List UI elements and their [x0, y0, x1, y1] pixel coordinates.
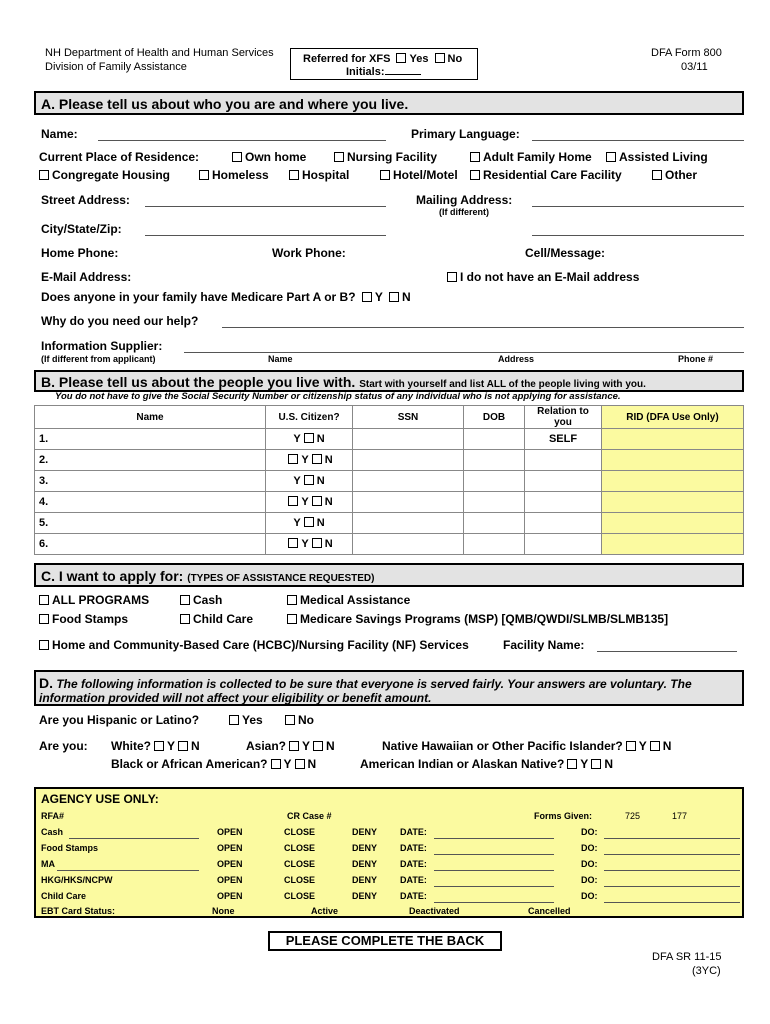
info-supplier-field[interactable]	[184, 352, 744, 353]
child-care-label: Child Care	[193, 612, 254, 626]
asian-n: N	[326, 739, 335, 753]
nhpi-y: Y	[638, 739, 647, 753]
cash-open[interactable]: OPEN	[217, 827, 243, 837]
citizen-checkbox[interactable]	[288, 538, 298, 548]
citizen-y-label: Y	[293, 517, 301, 529]
row-relation-cell[interactable]	[525, 471, 602, 492]
citizen-y-label: Y	[301, 496, 309, 508]
hcbc-checkbox[interactable]	[39, 640, 49, 650]
row-rid-cell	[602, 471, 744, 492]
form-date: 03/11	[681, 61, 708, 73]
complete-back-notice: PLEASE COMPLETE THE BACK	[268, 931, 502, 951]
row-dob-cell[interactable]	[464, 513, 525, 534]
citizen-n-label: N	[316, 475, 325, 487]
street-address-label: Street Address:	[41, 193, 130, 207]
rfa-label: RFA#	[41, 811, 65, 821]
residence-hotel[interactable]	[377, 168, 458, 182]
row-ssn-cell[interactable]	[353, 429, 464, 450]
other-label: Other	[665, 168, 698, 182]
section-a-header	[34, 91, 744, 115]
nhpi-label: Native Hawaiian or Other Pacific Islander?	[382, 739, 623, 753]
ma-close[interactable]: CLOSE	[284, 859, 316, 869]
hispanic-yes-option[interactable]	[226, 713, 263, 727]
homeless-checkbox[interactable]	[199, 170, 209, 180]
row-name-cell[interactable]: 4.	[35, 492, 266, 513]
residential-care-label: Residential Care Facility	[483, 168, 622, 182]
ma-do-field[interactable]	[604, 870, 740, 871]
footer-code: DFA SR 11-15	[652, 951, 722, 963]
cc-do-field[interactable]	[604, 902, 740, 903]
no-email-option[interactable]	[444, 270, 639, 284]
aian-yes-checkbox[interactable]	[567, 759, 577, 769]
nursing-facility-label: Nursing Facility	[347, 150, 438, 164]
citizen-checkbox[interactable]	[312, 496, 322, 506]
col-dob: DOB	[464, 406, 525, 429]
hispanic-no-checkbox[interactable]	[285, 715, 295, 725]
row-name-cell[interactable]: 2.	[35, 450, 266, 471]
medicare-question	[41, 290, 411, 304]
agency-ma-field[interactable]	[57, 870, 199, 871]
cc-date-field[interactable]	[434, 902, 554, 903]
section-d-header	[34, 670, 744, 706]
residence-assisted[interactable]	[603, 150, 708, 164]
food-stamps-option[interactable]	[36, 612, 128, 626]
table-row	[35, 492, 744, 513]
city-state-zip-field[interactable]	[145, 235, 386, 236]
fs-open[interactable]: OPEN	[217, 843, 243, 853]
city-state-zip-label: City/State/Zip:	[41, 222, 122, 236]
hkg-deny[interactable]: DENY	[352, 875, 378, 885]
form-725: 725	[625, 811, 641, 821]
hkg-close[interactable]: CLOSE	[284, 875, 316, 885]
agency-name-line1: NH Department of Health and Human Services	[45, 47, 274, 59]
col-ssn: SSN	[353, 406, 464, 429]
row-relation-cell[interactable]	[525, 450, 602, 471]
row-name-cell[interactable]: 6.	[35, 534, 266, 555]
no-email-checkbox[interactable]	[447, 272, 457, 282]
black-question	[111, 757, 316, 771]
hcbc-label: Home and Community-Based Care (HCBC)/Nursing Facility (NF) Services	[52, 638, 469, 652]
cash-checkbox[interactable]	[180, 595, 190, 605]
medical-checkbox[interactable]	[287, 595, 297, 605]
assisted-living-label: Assisted Living	[619, 150, 708, 164]
medicare-yes-checkbox[interactable]	[362, 292, 372, 302]
citizen-n-label: N	[324, 454, 333, 466]
residence-rcf[interactable]	[467, 168, 622, 182]
email-label: E-Mail Address:	[41, 270, 132, 284]
hotel-motel-checkbox[interactable]	[380, 170, 390, 180]
cc-date-label: DATE:	[400, 891, 427, 901]
cash-do-field[interactable]	[604, 838, 740, 839]
asian-question	[246, 739, 335, 753]
cc-deny[interactable]: DENY	[352, 891, 378, 901]
cash-do-label: DO:	[581, 827, 598, 837]
supplier-phone-caption: Phone #	[678, 354, 714, 364]
referred-yes-label: Yes	[409, 53, 429, 65]
hispanic-yes-label: Yes	[242, 713, 263, 727]
section-c-title-small: (TYPES OF ASSISTANCE REQUESTED)	[187, 573, 375, 584]
nhpi-yes-checkbox[interactable]	[626, 741, 636, 751]
hispanic-no-label: No	[298, 713, 314, 727]
cash-close[interactable]: CLOSE	[284, 827, 316, 837]
section-c-header	[34, 563, 744, 587]
row-citizen-cell[interactable]	[266, 471, 353, 492]
residence-homeless[interactable]	[196, 168, 269, 182]
initials-field[interactable]	[385, 74, 421, 75]
ebt-cancelled[interactable]: Cancelled	[528, 906, 571, 916]
white-n: N	[191, 739, 200, 753]
food-stamps-label: Food Stamps	[52, 612, 129, 626]
section-c-title-main: C. I want to apply for:	[41, 568, 184, 584]
row-dob-cell[interactable]	[464, 429, 525, 450]
name-label: Name:	[41, 127, 78, 141]
table-row	[35, 450, 744, 471]
row-rid-cell	[602, 492, 744, 513]
ma-open[interactable]: OPEN	[217, 859, 243, 869]
hkg-open[interactable]: OPEN	[217, 875, 243, 885]
medical-label: Medical Assistance	[300, 593, 411, 607]
section-b-title-main: B. Please tell us about the people you live with.	[41, 374, 356, 390]
row-relation-cell[interactable]: SELF	[525, 429, 602, 450]
forms-given-label: Forms Given:	[534, 811, 593, 821]
residence-adult-family[interactable]	[467, 150, 592, 164]
citizen-y-label: Y	[301, 454, 309, 466]
hkg-do-label: DO:	[581, 875, 598, 885]
agency-ma-label: MA	[41, 859, 55, 869]
all-programs-label: ALL PROGRAMS	[52, 593, 150, 607]
citizen-checkbox[interactable]	[304, 433, 314, 443]
black-n: N	[307, 757, 317, 771]
ebt-deactivated[interactable]: Deactivated	[409, 906, 460, 916]
homeless-label: Homeless	[212, 168, 269, 182]
aian-label: American Indian or Alaskan Native?	[360, 757, 565, 771]
fs-date-label: DATE:	[400, 843, 427, 853]
are-you-label: Are you:	[39, 739, 88, 753]
food-stamps-checkbox[interactable]	[39, 614, 49, 624]
medicare-yes-label: Y	[374, 290, 383, 304]
ebt-none[interactable]: None	[212, 906, 235, 916]
table-row	[35, 534, 744, 555]
row-name-cell[interactable]: 3.	[35, 471, 266, 492]
ma-date-field[interactable]	[434, 870, 554, 871]
cc-open[interactable]: OPEN	[217, 891, 243, 901]
initials-label: Initials:	[346, 66, 385, 78]
table-row	[35, 429, 744, 450]
form-number: DFA Form 800	[651, 47, 722, 59]
primary-language-field[interactable]	[532, 140, 744, 141]
nhpi-n: N	[662, 739, 672, 753]
own-home-checkbox[interactable]	[232, 152, 242, 162]
col-citizen: U.S. Citizen?	[266, 406, 353, 429]
black-label: Black or African American?	[111, 757, 268, 771]
mailing-city-field[interactable]	[532, 235, 744, 236]
section-c-title	[41, 568, 374, 584]
ma-do-label: DO:	[581, 859, 598, 869]
nhpi-no-checkbox[interactable]	[650, 741, 660, 751]
ma-date-label: DATE:	[400, 859, 427, 869]
asian-no-checkbox[interactable]	[313, 741, 323, 751]
section-d-text1: The following information is collected to be sure that everyone is served fairly. Your answers are voluntary. The	[56, 677, 692, 691]
row-rid-cell	[602, 429, 744, 450]
fs-do-field[interactable]	[604, 854, 740, 855]
citizen-y-label: Y	[293, 433, 301, 445]
referred-no-checkbox[interactable]	[435, 53, 445, 63]
black-y: Y	[283, 757, 292, 771]
referred-yes-checkbox[interactable]	[396, 53, 406, 63]
child-care-option[interactable]	[177, 612, 253, 626]
row-rid-cell	[602, 450, 744, 471]
msp-label: Medicare Savings Programs (MSP) [QMB/QWDI/SLMB/SLMB135]	[300, 612, 669, 626]
citizen-n-label: N	[324, 538, 333, 550]
table-row	[35, 513, 744, 534]
black-no-checkbox[interactable]	[295, 759, 305, 769]
agency-cc-label: Child Care	[41, 891, 87, 901]
cash-option[interactable]	[177, 593, 222, 607]
nhpi-question	[382, 739, 671, 753]
supplier-name-caption: Name	[268, 354, 293, 364]
agency-cash-field[interactable]	[69, 838, 199, 839]
cc-do-label: DO:	[581, 891, 598, 901]
mailing-address-field[interactable]	[532, 206, 744, 207]
section-d-title-line1	[39, 675, 692, 691]
medicare-no-label: N	[402, 290, 411, 304]
row-ssn-cell[interactable]	[353, 534, 464, 555]
asian-label: Asian?	[246, 739, 287, 753]
cell-phone-label: Cell/Message:	[525, 246, 606, 260]
row-ssn-cell[interactable]	[353, 513, 464, 534]
row-dob-cell[interactable]	[464, 471, 525, 492]
agency-use-box	[34, 787, 744, 918]
hispanic-question: Are you Hispanic or Latino?	[39, 713, 200, 727]
citizen-checkbox[interactable]	[304, 475, 314, 485]
residence-other[interactable]	[649, 168, 697, 182]
citizen-n-label: N	[316, 433, 325, 445]
col-rid: RID (DFA Use Only)	[602, 406, 744, 429]
residence-own-home[interactable]	[229, 150, 306, 164]
facility-name-field[interactable]	[597, 651, 737, 652]
row-name-cell[interactable]: 5.	[35, 513, 266, 534]
why-help-label: Why do you need our help?	[41, 314, 199, 328]
medicare-no-checkbox[interactable]	[389, 292, 399, 302]
citizen-checkbox[interactable]	[312, 538, 322, 548]
hispanic-yes-checkbox[interactable]	[229, 715, 239, 725]
supplier-address-caption: Address	[498, 354, 535, 364]
agency-fs-label: Food Stamps	[41, 843, 99, 853]
hospital-checkbox[interactable]	[289, 170, 299, 180]
row-name-cell[interactable]: 1.	[35, 429, 266, 450]
black-yes-checkbox[interactable]	[271, 759, 281, 769]
cash-date-field[interactable]	[434, 838, 554, 839]
section-b-title-rest: Start with yourself and list ALL of the people living with you.	[359, 379, 646, 390]
section-b-header	[34, 370, 744, 392]
assisted-living-checkbox[interactable]	[606, 152, 616, 162]
fs-date-field[interactable]	[434, 854, 554, 855]
white-no-checkbox[interactable]	[178, 741, 188, 751]
aian-no-checkbox[interactable]	[591, 759, 601, 769]
congregate-housing-checkbox[interactable]	[39, 170, 49, 180]
all-programs-option[interactable]	[36, 593, 149, 607]
no-email-label: I do not have an E-Mail address	[460, 270, 640, 284]
row-relation-cell[interactable]	[525, 534, 602, 555]
white-label: White?	[111, 739, 151, 753]
cash-deny[interactable]: DENY	[352, 827, 378, 837]
primary-language-label: Primary Language:	[411, 127, 520, 141]
household-table	[34, 405, 744, 555]
fs-do-label: DO:	[581, 843, 598, 853]
msp-checkbox[interactable]	[287, 614, 297, 624]
citizen-n-label: N	[316, 517, 325, 529]
all-programs-checkbox[interactable]	[39, 595, 49, 605]
mailing-address-label: Mailing Address:	[416, 193, 513, 207]
household-table-header	[35, 406, 744, 429]
residence-nursing[interactable]	[331, 150, 437, 164]
residence-hospital[interactable]	[286, 168, 349, 182]
row-dob-cell[interactable]	[464, 492, 525, 513]
row-citizen-cell[interactable]	[266, 492, 353, 513]
own-home-label: Own home	[245, 150, 307, 164]
agency-name-line2: Division of Family Assistance	[45, 61, 187, 73]
home-phone-label: Home Phone:	[41, 246, 119, 260]
cash-date-label: DATE:	[400, 827, 427, 837]
agency-cash-label: Cash	[41, 827, 64, 837]
row-dob-cell[interactable]	[464, 534, 525, 555]
row-dob-cell[interactable]	[464, 450, 525, 471]
referred-box	[290, 48, 478, 80]
adult-family-home-label: Adult Family Home	[483, 150, 592, 164]
row-ssn-cell[interactable]	[353, 471, 464, 492]
asian-y: Y	[302, 739, 311, 753]
row-citizen-cell[interactable]	[266, 450, 353, 471]
citizen-n-label: N	[324, 496, 333, 508]
street-address-field[interactable]	[145, 206, 386, 207]
section-b-subtitle: You do not have to give the Social Security Number or citizenship status of any individual who is not applying for assistance.	[55, 391, 621, 402]
white-question	[111, 739, 200, 753]
referred-label: Referred for XFS	[303, 53, 391, 65]
citizen-checkbox[interactable]	[304, 517, 314, 527]
fs-deny[interactable]: DENY	[352, 843, 378, 853]
hkg-do-field[interactable]	[604, 886, 740, 887]
ebt-status-label: EBT Card Status:	[41, 906, 116, 916]
citizen-checkbox[interactable]	[288, 454, 298, 464]
msp-option[interactable]	[284, 612, 668, 626]
cash-label: Cash	[193, 593, 223, 607]
white-yes-checkbox[interactable]	[154, 741, 164, 751]
asian-yes-checkbox[interactable]	[289, 741, 299, 751]
col-relation: Relation to you	[525, 406, 602, 429]
residential-care-checkbox[interactable]	[470, 170, 480, 180]
row-rid-cell	[602, 534, 744, 555]
row-citizen-cell[interactable]	[266, 513, 353, 534]
cr-case-label: CR Case #	[287, 811, 332, 821]
agency-title: AGENCY USE ONLY:	[41, 792, 159, 806]
col-name: Name	[35, 406, 266, 429]
agency-hkg-label: HKG/HKS/NCPW	[41, 875, 113, 885]
info-supplier-label: Information Supplier:	[41, 339, 163, 353]
section-d-letter: D.	[39, 675, 53, 691]
cc-close[interactable]: CLOSE	[284, 891, 316, 901]
facility-name-label: Facility Name:	[503, 638, 585, 652]
referred-no-label: No	[447, 53, 463, 65]
name-field[interactable]	[98, 140, 386, 141]
row-ssn-cell[interactable]	[353, 450, 464, 471]
if-different-applicant-note: (If different from applicant)	[41, 354, 156, 364]
footer-code2: (3YC)	[692, 965, 721, 977]
work-phone-label: Work Phone:	[272, 246, 346, 260]
table-row	[35, 471, 744, 492]
form-177: 177	[672, 811, 688, 821]
residence-congregate[interactable]	[36, 168, 170, 182]
citizen-checkbox[interactable]	[288, 496, 298, 506]
section-a-title: A. Please tell us about who you are and where you live.	[41, 96, 409, 112]
row-relation-cell[interactable]	[525, 492, 602, 513]
row-rid-cell	[602, 513, 744, 534]
child-care-checkbox[interactable]	[180, 614, 190, 624]
ebt-active[interactable]: Active	[311, 906, 339, 916]
hkg-date-field[interactable]	[434, 886, 554, 887]
residence-label: Current Place of Residence:	[39, 150, 200, 164]
medicare-question-text: Does anyone in your family have Medicare Part A or B?	[41, 290, 356, 304]
medical-option[interactable]	[284, 593, 410, 607]
why-help-field[interactable]	[222, 327, 744, 328]
aian-question	[360, 757, 613, 771]
hotel-motel-label: Hotel/Motel	[393, 168, 458, 182]
citizen-y-label: Y	[301, 538, 309, 550]
row-relation-cell[interactable]	[525, 513, 602, 534]
aian-n: N	[604, 757, 613, 771]
white-y: Y	[167, 739, 176, 753]
citizen-y-label: Y	[293, 475, 301, 487]
hospital-label: Hospital	[302, 168, 350, 182]
citizen-checkbox[interactable]	[312, 454, 322, 464]
ma-deny[interactable]: DENY	[352, 859, 378, 869]
congregate-housing-label: Congregate Housing	[52, 168, 171, 182]
hcbc-option[interactable]	[36, 638, 469, 652]
if-different-note: (If different)	[439, 207, 489, 217]
fs-close[interactable]: CLOSE	[284, 843, 316, 853]
row-ssn-cell[interactable]	[353, 492, 464, 513]
nursing-facility-checkbox[interactable]	[334, 152, 344, 162]
hispanic-no-option[interactable]	[282, 713, 314, 727]
adult-family-home-checkbox[interactable]	[470, 152, 480, 162]
row-citizen-cell[interactable]	[266, 534, 353, 555]
row-citizen-cell[interactable]	[266, 429, 353, 450]
section-b-title	[41, 374, 646, 390]
section-d-title-line2: information provided will not affect your eligibility or benefit amount.	[39, 691, 432, 705]
other-checkbox[interactable]	[652, 170, 662, 180]
hkg-date-label: DATE:	[400, 875, 427, 885]
aian-y: Y	[580, 757, 589, 771]
